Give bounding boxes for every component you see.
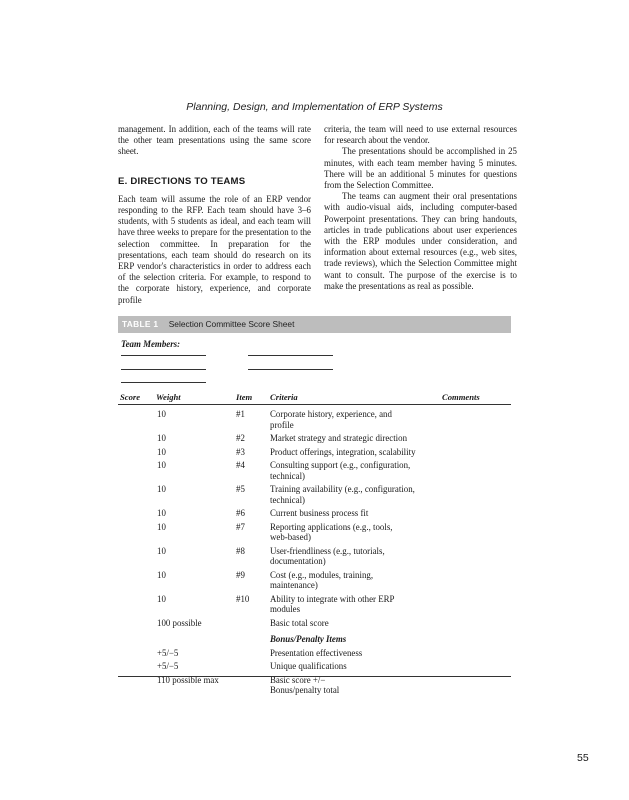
team-member-blank-4 [248,369,333,370]
row-criteria: Reporting applications (e.g., tools, web-based) [270,521,393,542]
row-criteria: Presentation effectiveness [270,647,363,658]
table-body [0,409,629,699]
table-row-bonus [0,675,629,696]
table-row [0,522,629,543]
row-item: #6 [236,508,245,518]
team-member-blank-1 [121,355,206,356]
row-item: #1 [236,409,245,419]
table-row [0,484,629,505]
header-criteria: Criteria [270,392,298,402]
row-item: #2 [236,433,245,443]
row-weight: 10 [157,545,166,556]
row-criteria: Current business process fit [270,508,369,518]
row-criteria: Ability to integrate with other ERP modules [270,593,395,614]
paragraph-continued: management. In addition, each of the teams will rate the other team presentations using the same score sheet. [118,124,311,157]
paragraph-directions: Each team will assume the role of an ERP vendor responding to the RFP. Each team should have 3–6 students, with 5 students as ideal, and each team will have three weeks to prepare for the presentation to the selection committee. In preparation for the presentations, each team should do research on its ERP vendor's characteristics in order to address each of the selection criteria. For example, to respond to the corporate history, experience, and corporate profile [118,193,311,305]
table-row [0,546,629,567]
table-row [0,433,629,444]
table-row-basic-total [0,618,629,629]
row-criteria: User-friendliness (e.g., tutorials, documentation) [270,545,385,566]
table-row [0,594,629,615]
table-row-bonus [0,648,629,659]
row-weight: 10 [157,508,166,518]
table-row [0,460,629,481]
table-bottom-rule [118,676,511,677]
row-weight: 10 [157,460,166,470]
row-item: #9 [236,569,245,580]
row-weight: 10 [157,409,166,419]
row-criteria: Basic score +/− Bonus/penalty total [270,674,340,695]
section-heading: E. DIRECTIONS TO TEAMS [118,175,246,187]
paragraph-external-resources: criteria, the team will need to use external resources for research about the vendor. [324,124,517,146]
row-weight: 10 [157,593,166,604]
header-comments: Comments [442,392,480,402]
row-weight: +5/−5 [157,661,179,671]
row-weight: +5/−5 [157,647,179,658]
team-member-blank-5 [121,382,206,383]
row-weight: 10 [157,484,166,494]
row-weight: 10 [157,569,166,580]
row-weight: 100 possible [157,617,202,628]
row-criteria: Corporate history, experience, and profile [270,409,392,430]
row-criteria: Training availability (e.g., configuration, technical) [270,484,415,505]
row-criteria: Product offerings, integration, scalability [270,446,416,457]
table-row [0,570,629,591]
row-criteria: Cost (e.g., modules, training, maintenance) [270,569,374,590]
header-item: Item [236,392,253,402]
row-criteria: Consulting support (e.g., configuration, technical) [270,460,411,481]
row-weight: 10 [157,433,166,443]
table-row [0,508,629,519]
row-criteria: Unique qualifications [270,661,347,671]
header-score: Score [120,392,141,402]
table-title: Selection Committee Score Sheet [168,319,295,329]
left-column [118,124,311,306]
row-item: #4 [236,460,245,470]
row-weight: 10 [157,446,166,457]
table-header-row [118,392,511,404]
bonus-heading-row [0,634,629,645]
right-column [324,124,517,292]
table-label: TABLE 1 [122,319,159,329]
bonus-heading: Bonus/Penalty Items [270,634,347,644]
table-banner [118,316,511,333]
row-weight: 10 [157,521,166,532]
table-row [0,447,629,458]
row-criteria: Market strategy and strategic direction [270,433,408,443]
page-number: 55 [577,752,589,764]
row-item: #8 [236,545,245,556]
team-member-blank-2 [248,355,333,356]
row-weight: 110 possible max [157,674,219,685]
paragraph-presentation-timing: The presentations should be accomplished in 25 minutes, with each team member having 5 minutes. There will be an additional 5 minutes for questions from the Selection Committee. [324,146,517,191]
table-row-bonus [0,661,629,672]
row-criteria: Basic total score [270,617,329,628]
row-item: #10 [236,593,250,604]
paragraph-audio-visual: The teams can augment their oral presentations with audio-visual aids, including computer-based Powerpoint presentations. They can bring handouts, articles in trade publications about user experiences with the ERP modules under consideration, and information about external resources (e.g., web sites, trade reviews), which the Selection Committee might want to consult. The purpose of the exercise is to make the presentations as real as possible. [324,191,517,291]
row-item: #5 [236,484,245,494]
header-weight: Weight [156,392,181,402]
team-member-blank-3 [121,369,206,370]
running-head: Planning, Design, and Implementation of ERP Systems [186,101,443,113]
row-item: #7 [236,521,245,532]
header-rule [118,404,511,405]
row-item: #3 [236,446,245,457]
team-members-label: Team Members: [121,339,181,349]
table-row [0,409,629,430]
